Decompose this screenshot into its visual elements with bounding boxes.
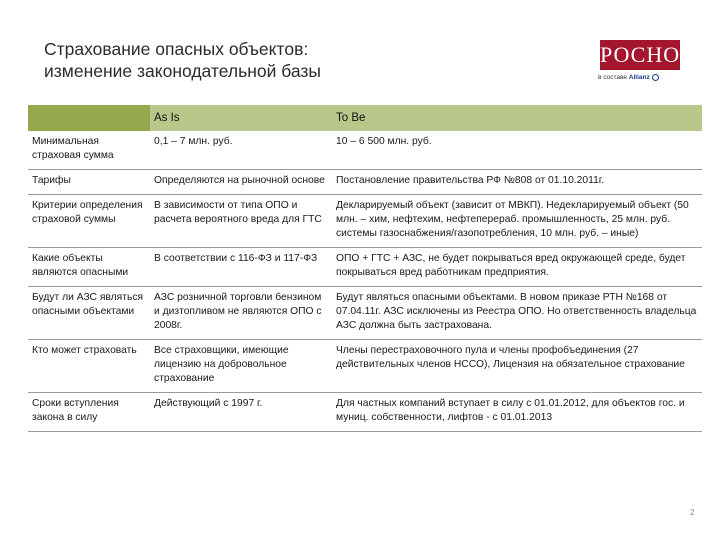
- page-number: 2: [690, 508, 695, 517]
- rosno-logo-mark: РОСНО: [600, 40, 680, 70]
- slide-title-line-1: Страхование опасных объектов:: [44, 39, 309, 59]
- row-label: Тарифы: [28, 170, 150, 195]
- row-label: Минимальная страховая сумма: [28, 131, 150, 170]
- table-row: [28, 393, 702, 432]
- table-row: [28, 340, 702, 393]
- table-row: [28, 195, 702, 248]
- as-is-cell: Действующий с 1997 г.: [150, 393, 332, 432]
- table-row: [28, 170, 702, 195]
- table-header-row: [28, 105, 702, 131]
- row-label: Критерии определения страховой суммы: [28, 195, 150, 248]
- allianz-tagline-prefix: в составе: [598, 74, 627, 82]
- slide-title-line-2: изменение законодательной базы: [44, 61, 322, 81]
- to-be-cell: Члены перестраховочного пула и члены профобъединения (27 действительных членов НССО), Лицензия на обязательное страхование: [332, 340, 702, 393]
- row-label: Какие объекты являются опасными: [28, 248, 150, 287]
- as-is-cell: В соответствии с 116-ФЗ и 117-ФЗ: [150, 248, 332, 287]
- table-row: [28, 287, 702, 340]
- header-cell-as-is: As Is: [150, 105, 332, 131]
- allianz-tagline: [598, 74, 702, 81]
- allianz-brand: Allianz: [628, 74, 650, 82]
- comparison-table: [28, 105, 702, 432]
- to-be-cell: Будут являться опасными объектами. В новом приказе РТН №168 от 07.04.11г. АЗС исключены из Реестра ОПО. Но ответственность владельца АЗС должна быть застрахована.: [332, 287, 702, 340]
- to-be-cell: Для частных компаний вступает в силу с 01.01.2012, для объектов гос. и муниц. собственности, лифтов - с 01.01.2013: [332, 393, 702, 432]
- as-is-cell: Все страховщики, имеющие лицензию на добровольное страхование: [150, 340, 332, 393]
- as-is-cell: В зависимости от типа ОПО и расчета вероятного вреда для ГТС: [150, 195, 332, 248]
- header-cell-blank: [28, 105, 150, 131]
- table-row: [28, 248, 702, 287]
- to-be-cell: Постановление правительства РФ №808 от 01.10.2011г.: [332, 170, 702, 195]
- table-row: [28, 131, 702, 170]
- as-is-cell: АЗС розничной торговли бензином и дизтопливом не являются ОПО с 2008г.: [150, 287, 332, 340]
- row-label: Кто может страховать: [28, 340, 150, 393]
- as-is-cell: Определяются на рыночной основе: [150, 170, 332, 195]
- rosno-logo: [598, 40, 702, 88]
- header-cell-to-be: To Be: [332, 105, 702, 131]
- as-is-cell: 0,1 – 7 млн. руб.: [150, 131, 332, 170]
- to-be-cell: 10 – 6 500 млн. руб.: [332, 131, 702, 170]
- to-be-cell: Декларируемый объект (зависит от МВКП). Недекларируемый объект (50 млн. – хим, нефтехим, нефтеперераб. промышленность, 25 млн. руб. системы газоснабжения/газопотребления, 10 млн. руб. – иные): [332, 195, 702, 248]
- row-label: Будут ли АЗС являться опасными объектами: [28, 287, 150, 340]
- row-label: Сроки вступления закона в силу: [28, 393, 150, 432]
- allianz-eagle-icon: [652, 74, 659, 81]
- to-be-cell: ОПО + ГТС + АЗС, не будет покрываться вред окружающей среде, будет покрываться вред работникам предприятия.: [332, 248, 702, 287]
- slide-title: [44, 38, 464, 82]
